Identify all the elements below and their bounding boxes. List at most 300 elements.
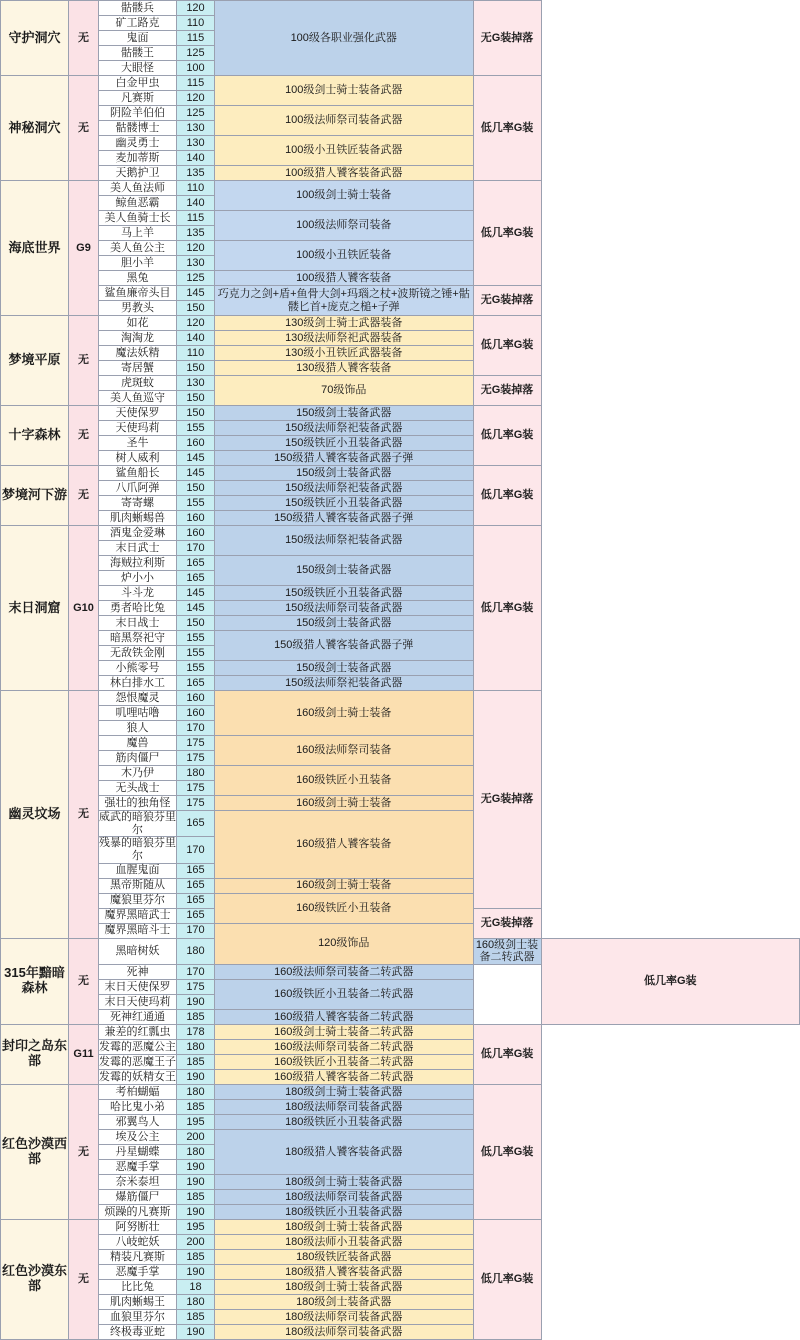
- note-cell: 低几率G装: [473, 1024, 541, 1084]
- table-row: [1, 496, 800, 511]
- monster-name-cell: 邪翼鸟人: [99, 1114, 177, 1129]
- monster-level-cell: 165: [177, 811, 215, 837]
- monster-level-cell: 190: [177, 1324, 215, 1339]
- monster-name-cell: 斗斗龙: [99, 586, 177, 601]
- monster-name-cell: 魔兽: [99, 736, 177, 751]
- monster-level-cell: 195: [177, 1114, 215, 1129]
- note-cell: 低几率G装: [473, 526, 541, 691]
- drop-items-cell: 160级铁匠小丑装备: [215, 893, 474, 923]
- note-cell: 低几率G装: [473, 316, 541, 376]
- area-name-cell: 末日洞窟: [1, 526, 69, 691]
- drop-items-cell: 150级猎人饕客装备武器子弹: [215, 511, 474, 526]
- drop-items-cell: 130级法师祭祀武器装备: [215, 331, 474, 346]
- monster-level-cell: 150: [177, 391, 215, 406]
- monster-name-cell: 勇者哈比兔: [99, 601, 177, 616]
- monster-name-cell: 麦加蒂斯: [99, 151, 177, 166]
- drop-items-cell: 160级剑士骑士装备二转武器: [215, 1024, 474, 1039]
- monster-level-cell: 180: [177, 938, 215, 964]
- monster-level-cell: 185: [177, 1054, 215, 1069]
- drop-items-cell: 120级饰品: [215, 923, 474, 964]
- monster-level-cell: 190: [177, 1159, 215, 1174]
- monster-level-cell: 140: [177, 151, 215, 166]
- monster-level-cell: 150: [177, 361, 215, 376]
- monster-name-cell: 终极毒亚蛇: [99, 1324, 177, 1339]
- monster-name-cell: 强壮的独角怪: [99, 796, 177, 811]
- guild-grade-cell: G10: [69, 526, 99, 691]
- monster-level-cell: 130: [177, 376, 215, 391]
- table-row: [1, 766, 800, 781]
- table-row: [1, 1309, 800, 1324]
- monster-name-cell: 美人鱼骑士长: [99, 211, 177, 226]
- monster-name-cell: 幽灵勇士: [99, 136, 177, 151]
- monster-name-cell: 末日武士: [99, 541, 177, 556]
- note-cell: 低几率G装: [473, 406, 541, 466]
- table-row: [1, 1099, 800, 1114]
- monster-name-cell: 淘淘龙: [99, 331, 177, 346]
- monster-name-cell: 埃及公主: [99, 1129, 177, 1144]
- monster-level-cell: 140: [177, 331, 215, 346]
- drop-items-cell: 180级法师祭司装备武器: [215, 1324, 474, 1339]
- table-row: [1, 1174, 800, 1189]
- monster-name-cell: 精装凡赛斯: [99, 1249, 177, 1264]
- area-name-cell: 红色沙漠东部: [1, 1219, 69, 1339]
- monster-name-cell: 八爪阿弹: [99, 481, 177, 496]
- drop-items-cell: 160级法师祭司装备二转武器: [215, 1039, 474, 1054]
- drop-items-cell: 180级剑士装备武器: [215, 1294, 474, 1309]
- monster-level-cell: 100: [177, 61, 215, 76]
- drop-items-cell: 160级铁匠小丑装备二转武器: [215, 1054, 474, 1069]
- monster-level-cell: 130: [177, 121, 215, 136]
- monster-level-cell: 120: [177, 1, 215, 16]
- table-row: [1, 1039, 800, 1054]
- monster-name-cell: 末日天使保罗: [99, 979, 177, 994]
- area-name-cell: 315年黯暗森林: [1, 938, 69, 1024]
- monster-level-cell: 115: [177, 211, 215, 226]
- monster-level-cell: 195: [177, 1219, 215, 1234]
- drop-items-cell: 130级剑士骑士武器装备: [215, 316, 474, 331]
- monster-name-cell: 鬼面: [99, 31, 177, 46]
- drop-items-cell: 180级法师祭司装备武器: [215, 1309, 474, 1324]
- drop-items-cell: 巧克力之剑+盾+鱼骨大剑+玛瑙之杖+波斯镜之锤+骷髅匕首+庞克之槌+子弹: [215, 286, 474, 316]
- drop-items-cell: 70级饰品: [215, 376, 474, 406]
- monster-name-cell: 魔狼里芬尔: [99, 893, 177, 908]
- table-row: [1, 1084, 800, 1099]
- monster-level-cell: 165: [177, 878, 215, 893]
- monster-level-cell: 160: [177, 511, 215, 526]
- table-row: [1, 1, 800, 16]
- drop-items-cell: 180级铁匠装备武器: [215, 1249, 474, 1264]
- monster-name-cell: 烦躁的凡赛斯: [99, 1204, 177, 1219]
- drop-items-cell: 160级法师祭司装备: [215, 736, 474, 766]
- monster-level-cell: 180: [177, 1294, 215, 1309]
- monster-name-cell: 考柏蝴蝠: [99, 1084, 177, 1099]
- table-row: [1, 511, 800, 526]
- guild-grade-cell: 无: [69, 76, 99, 181]
- monster-level-cell: 145: [177, 586, 215, 601]
- table-row: [1, 451, 800, 466]
- drop-items-cell: 180级铁匠小丑装备武器: [215, 1114, 474, 1129]
- monster-name-cell: 无敌铁金刚: [99, 646, 177, 661]
- table-row: [1, 241, 800, 256]
- area-name-cell: 守护洞穴: [1, 1, 69, 76]
- drop-items-cell: 160级铁匠小丑装备: [215, 766, 474, 796]
- table-row: [1, 1114, 800, 1129]
- monster-level-cell: 170: [177, 964, 215, 979]
- monster-level-cell: 145: [177, 466, 215, 481]
- drop-items-cell: 180级猎人饕客装备武器: [215, 1264, 474, 1279]
- monster-level-cell: 165: [177, 908, 215, 923]
- monster-level-cell: 190: [177, 1264, 215, 1279]
- monster-level-cell: 165: [177, 893, 215, 908]
- table-row: [1, 286, 800, 301]
- monster-name-cell: 天使玛莉: [99, 421, 177, 436]
- drop-items-cell: 150级铁匠小丑装备武器: [215, 496, 474, 511]
- table-row: [1, 316, 800, 331]
- monster-name-cell: 兼差的红瓢虫: [99, 1024, 177, 1039]
- monster-level-cell: 155: [177, 661, 215, 676]
- table-row: [1, 181, 800, 196]
- table-row: [1, 601, 800, 616]
- drop-items-cell: 180级法师祭司装备武器: [215, 1099, 474, 1114]
- table-row: [1, 526, 800, 541]
- table-row: [1, 406, 800, 421]
- monster-level-cell: 120: [177, 241, 215, 256]
- drop-items-cell: 130级小丑铁匠武器装备: [215, 346, 474, 361]
- drop-items-cell: 180级法师祭司装备武器: [215, 1189, 474, 1204]
- note-cell: 低几率G装: [473, 76, 541, 181]
- monster-level-cell: 135: [177, 166, 215, 181]
- guild-grade-cell: 无: [69, 1084, 99, 1219]
- monster-level-cell: 175: [177, 781, 215, 796]
- drop-items-cell: 150级猎人饕客装备武器子弹: [215, 451, 474, 466]
- monster-name-cell: 马上羊: [99, 226, 177, 241]
- table-row: [1, 271, 800, 286]
- note-cell: 无G装掉落: [473, 691, 541, 909]
- monster-name-cell: 八岐蛇妖: [99, 1234, 177, 1249]
- monster-name-cell: 魔界黑暗斗士: [99, 923, 177, 938]
- monster-level-cell: 160: [177, 691, 215, 706]
- monster-name-cell: 叽哩咕噜: [99, 706, 177, 721]
- note-cell: 低几率G装: [473, 181, 541, 286]
- monster-level-cell: 160: [177, 706, 215, 721]
- guild-grade-cell: 无: [69, 466, 99, 526]
- monster-name-cell: 骷髅博士: [99, 121, 177, 136]
- table-row: [1, 481, 800, 496]
- note-cell: 低几率G装: [541, 938, 800, 1024]
- drop-items-cell: 160级猎人饕客装备二转武器: [215, 1009, 474, 1024]
- area-name-cell: 红色沙漠西部: [1, 1084, 69, 1219]
- monster-name-cell: 末日战士: [99, 616, 177, 631]
- monster-name-cell: 酒鬼金爱琳: [99, 526, 177, 541]
- monster-level-cell: 110: [177, 181, 215, 196]
- drop-items-cell: 180级剑士骑士装备武器: [215, 1279, 474, 1294]
- monster-level-cell: 170: [177, 721, 215, 736]
- table-row: [1, 1279, 800, 1294]
- monster-name-cell: 矿工路克: [99, 16, 177, 31]
- drop-items-cell: 150级法师祭祀装备武器: [215, 676, 474, 691]
- monster-name-cell: 血腥鬼面: [99, 863, 177, 878]
- monster-name-cell: 骷髅王: [99, 46, 177, 61]
- monster-level-cell: 180: [177, 1039, 215, 1054]
- monster-name-cell: 圣牛: [99, 436, 177, 451]
- monster-level-cell: 125: [177, 46, 215, 61]
- table-row: [1, 1294, 800, 1309]
- monster-level-cell: 175: [177, 979, 215, 994]
- monster-level-cell: 155: [177, 496, 215, 511]
- monster-name-cell: 天鹅护卫: [99, 166, 177, 181]
- table-row: [1, 1054, 800, 1069]
- monster-name-cell: 发霉的恶魔公主: [99, 1040, 176, 1053]
- table-row: [1, 616, 800, 631]
- drop-items-cell: 150级猎人饕客装备武器子弹: [215, 631, 474, 661]
- monster-level-cell: 180: [177, 766, 215, 781]
- monster-name-cell: 鲸鱼恶霸: [99, 196, 177, 211]
- table-row: [1, 691, 800, 706]
- monster-level-cell: 115: [177, 76, 215, 91]
- table-row: [1, 466, 800, 481]
- drop-items-cell: 100级法师祭司装备: [215, 211, 474, 241]
- monster-level-cell: 150: [177, 616, 215, 631]
- monster-level-cell: 180: [177, 1144, 215, 1159]
- drop-items-cell: 160级法师祭司装备二转武器: [215, 964, 474, 979]
- drop-items-cell: 180级法师小丑装备武器: [215, 1234, 474, 1249]
- area-name-cell: 梦境平原: [1, 316, 69, 406]
- monster-name-cell: 发霉的恶魔王子: [99, 1055, 176, 1068]
- table-row: [1, 376, 800, 391]
- guild-grade-cell: 无: [69, 316, 99, 406]
- drop-items-cell: 180级铁匠小丑装备武器: [215, 1204, 474, 1219]
- drop-items-cell: 100级各职业强化武器: [215, 1, 474, 76]
- area-name-cell: 幽灵坟场: [1, 691, 69, 939]
- table-row: [1, 811, 800, 837]
- monster-level-cell: 115: [177, 31, 215, 46]
- monster-level-cell: 155: [177, 421, 215, 436]
- monster-level-cell: 190: [177, 1204, 215, 1219]
- drop-items-cell: 160级剑士装备二转武器: [473, 938, 541, 964]
- table-row: [1, 166, 800, 181]
- drop-items-cell: 150级剑士装备武器: [215, 616, 474, 631]
- monster-name-cell: 狼人: [99, 721, 177, 736]
- monster-level-cell: 150: [177, 481, 215, 496]
- table-row: [1, 1204, 800, 1219]
- drop-items-cell: 160级猎人饕客装备二转武器: [215, 1069, 474, 1084]
- drop-items-cell: 180级剑士骑士装备武器: [215, 1219, 474, 1234]
- monster-name-cell: 寄寄螺: [99, 496, 177, 511]
- table-row: [1, 361, 800, 376]
- table-row: [1, 676, 800, 691]
- table-row: [1, 1234, 800, 1249]
- drop-items-cell: 180级猎人饕客装备武器: [215, 1129, 474, 1174]
- table-row: [1, 106, 800, 121]
- monster-level-cell: 165: [177, 571, 215, 586]
- monster-name-cell: 比比兔: [99, 1279, 177, 1294]
- drop-items-cell: 100级法师祭司装备武器: [215, 106, 474, 136]
- monster-level-cell: 120: [177, 91, 215, 106]
- monster-name-cell: 美人鱼法师: [99, 181, 177, 196]
- table-row: [1, 736, 800, 751]
- drop-items-cell: 100级小丑铁匠装备: [215, 241, 474, 271]
- monster-level-cell: 185: [177, 1009, 215, 1024]
- table-row: [1, 136, 800, 151]
- drop-items-cell: 100级剑士骑士装备武器: [215, 76, 474, 106]
- monster-level-cell: 190: [177, 1069, 215, 1084]
- monster-name-cell: 死神: [99, 964, 177, 979]
- monster-level-cell: 155: [177, 631, 215, 646]
- monster-level-cell: 110: [177, 16, 215, 31]
- monster-name-cell: 天使保罗: [99, 406, 177, 421]
- monster-name-cell: 白金甲虫: [99, 76, 177, 91]
- drop-items-cell: 100级小丑铁匠装备武器: [215, 136, 474, 166]
- monster-name-cell: 发霉的妖精女王: [99, 1070, 176, 1083]
- guild-grade-cell: 无: [69, 1, 99, 76]
- monster-name-cell: 如花: [99, 316, 177, 331]
- table-row: [1, 211, 800, 226]
- area-name-cell: 梦境河下游: [1, 466, 69, 526]
- drop-items-cell: 160级剑士骑士装备: [215, 691, 474, 736]
- monster-name-cell: 木乃伊: [99, 766, 177, 781]
- monster-name-cell: 哈比鬼小弟: [99, 1099, 177, 1114]
- monster-name-cell: 丹星蝴蝶: [99, 1144, 177, 1159]
- note-cell: 低几率G装: [473, 1084, 541, 1219]
- monster-name-cell: 小熊零号: [99, 661, 177, 676]
- monster-name-cell: 魔界黑暗武士: [99, 908, 177, 923]
- area-name-cell: 神秘洞穴: [1, 76, 69, 181]
- monster-name-cell: 寄居蟹: [99, 361, 177, 376]
- note-cell: 低几率G装: [473, 466, 541, 526]
- table-row: [1, 661, 800, 676]
- monster-level-cell: 175: [177, 736, 215, 751]
- monster-name-cell: 鲨鱼廉帝头目: [99, 286, 177, 301]
- drop-items-cell: 150级剑士装备武器: [215, 556, 474, 586]
- monster-level-cell: 190: [177, 994, 215, 1009]
- monster-name-cell: 海贼拉利斯: [99, 556, 177, 571]
- table-row: [1, 331, 800, 346]
- monster-level-cell: 180: [177, 1084, 215, 1099]
- note-cell: 低几率G装: [473, 1219, 541, 1339]
- table-row: [1, 436, 800, 451]
- monster-level-cell: 145: [177, 601, 215, 616]
- note-cell: 无G装掉落: [473, 1, 541, 76]
- monster-name-cell: 凡赛斯: [99, 91, 177, 106]
- monster-name-cell: 肌肉蜥蜴兽: [99, 511, 177, 526]
- monster-name-cell: 肌肉蜥蜴王: [99, 1294, 177, 1309]
- monster-level-cell: 125: [177, 271, 215, 286]
- monster-level-cell: 185: [177, 1249, 215, 1264]
- table-row: [1, 556, 800, 571]
- monster-level-cell: 150: [177, 406, 215, 421]
- drop-items-cell: 150级剑士装备武器: [215, 661, 474, 676]
- drop-items-cell: 150级铁匠小丑装备武器: [215, 436, 474, 451]
- monster-name-cell: 炉小小: [99, 571, 177, 586]
- table-row: [1, 631, 800, 646]
- monster-name-cell: 阴险羊伯伯: [99, 106, 177, 121]
- table-row: [1, 421, 800, 436]
- monster-name-cell: 美人鱼公主: [99, 241, 177, 256]
- monster-name-cell: 黑帝斯随从: [99, 878, 177, 893]
- monster-name-cell: 残暴的暗狼芬里尔: [99, 837, 176, 862]
- monster-level-cell: 170: [177, 923, 215, 938]
- monster-level-cell: 200: [177, 1234, 215, 1249]
- monster-level-cell: 175: [177, 796, 215, 811]
- guild-grade-cell: 无: [69, 1219, 99, 1339]
- drop-items-cell: 150级法师祭祀装备武器: [215, 421, 474, 436]
- monster-level-cell: 190: [177, 1174, 215, 1189]
- monster-name-cell: 胆小羊: [99, 256, 177, 271]
- table-row: [1, 76, 800, 91]
- monster-name-cell: 美人鱼巡守: [99, 391, 177, 406]
- monster-level-cell: 18: [177, 1279, 215, 1294]
- monster-level-cell: 155: [177, 646, 215, 661]
- monster-name-cell: 林白排水工: [99, 676, 177, 691]
- monster-level-cell: 185: [177, 1099, 215, 1114]
- table-row: [1, 1024, 800, 1039]
- table-row: [1, 796, 800, 811]
- drop-items-cell: 160级剑士骑士装备: [215, 796, 474, 811]
- monster-name-cell: 死神红通通: [99, 1009, 177, 1024]
- drop-items-cell: 150级法师祭祀装备武器: [215, 481, 474, 496]
- drop-items-cell: 160级铁匠小丑装备二转武器: [215, 979, 474, 1009]
- monster-name-cell: 鲨鱼船长: [99, 466, 177, 481]
- drop-items-cell: 160级猎人饕客装备: [215, 811, 474, 879]
- monster-level-cell: 110: [177, 346, 215, 361]
- monster-name-cell: 怨恨魔灵: [99, 691, 177, 706]
- monster-level-cell: 165: [177, 556, 215, 571]
- guild-grade-cell: 无: [69, 938, 99, 1024]
- monster-level-cell: 135: [177, 226, 215, 241]
- area-name-cell: 封印之岛东部: [1, 1024, 69, 1084]
- table-row: [1, 878, 800, 893]
- monster-level-cell: 175: [177, 751, 215, 766]
- table-row: [1, 1264, 800, 1279]
- monster-level-cell: 130: [177, 256, 215, 271]
- monster-name-cell: 骷髅兵: [99, 1, 177, 16]
- table-row: [1, 1249, 800, 1264]
- monster-name-cell: 恶魔手掌: [99, 1159, 177, 1174]
- monster-level-cell: 178: [177, 1024, 215, 1039]
- monster-name-cell: 奈米泰坦: [99, 1174, 177, 1189]
- monster-level-cell: 150: [177, 301, 215, 316]
- monster-name-cell: 黑兔: [99, 271, 177, 286]
- monster-name-cell: 血狼里芬尔: [99, 1309, 177, 1324]
- monster-level-cell: 185: [177, 1189, 215, 1204]
- monster-name-cell: 男教头: [99, 301, 177, 316]
- monster-name-cell: 爆筋僵尸: [99, 1189, 177, 1204]
- area-name-cell: 海底世界: [1, 181, 69, 316]
- monster-name-cell: 暗黑祭祀守: [99, 631, 177, 646]
- guild-grade-cell: 无: [69, 406, 99, 466]
- drop-items-cell: 180级剑士骑士装备武器: [215, 1084, 474, 1099]
- monster-name-cell: 阿努断壮: [99, 1219, 177, 1234]
- monster-name-cell: 恶魔手掌: [99, 1264, 177, 1279]
- drop-items-cell: 150级剑士装备武器: [215, 406, 474, 421]
- monster-level-cell: 185: [177, 1309, 215, 1324]
- monster-level-cell: 170: [177, 837, 215, 863]
- table-row: [1, 1219, 800, 1234]
- monster-level-cell: 145: [177, 286, 215, 301]
- monster-name-cell: 魔法妖精: [99, 346, 177, 361]
- drop-items-cell: 100级猎人饕客装备: [215, 271, 474, 286]
- drop-items-cell: 130级猎人饕客装备: [215, 361, 474, 376]
- monster-level-cell: 145: [177, 451, 215, 466]
- guild-grade-cell: G11: [69, 1024, 99, 1084]
- monster-level-cell: 165: [177, 676, 215, 691]
- monster-name-cell: 树人威利: [99, 451, 177, 466]
- monster-level-cell: 200: [177, 1129, 215, 1144]
- monster-name-cell: 末日天使玛莉: [99, 994, 177, 1009]
- table-row: [1, 1129, 800, 1144]
- note-cell: 无G装掉落: [473, 908, 541, 938]
- monster-level-cell: 130: [177, 136, 215, 151]
